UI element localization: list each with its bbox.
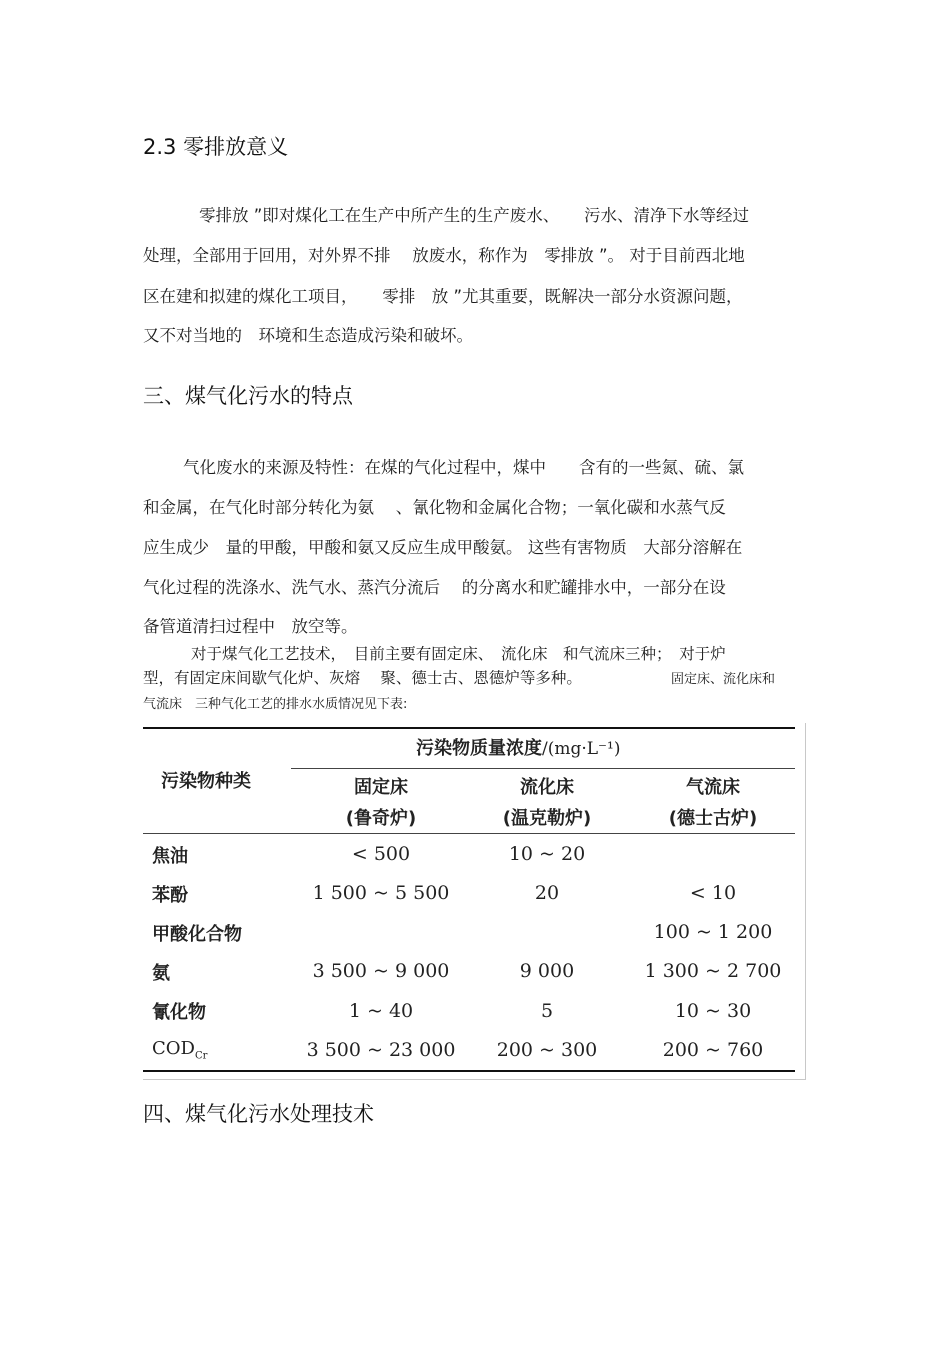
table-cell: 10 ~ 30 [674, 1000, 752, 1022]
paragraph-line: 处理，全部用于回用，对外界不排 放废水，称作为 零排放 ”。 对于目前西北地 [143, 246, 745, 265]
table-group-rule [291, 768, 795, 769]
table-cell: 200 ~ 300 [496, 1039, 598, 1061]
table-cell: 5 [540, 1000, 554, 1022]
table-cell: 3 500 ~ 9 000 [312, 960, 450, 982]
table-cell: < 500 [351, 843, 411, 865]
row-label: 氨 [152, 963, 170, 984]
column-header-name: 气流床 [686, 777, 740, 798]
table-cell: 1 500 ~ 5 500 [312, 882, 450, 904]
row-label-main: COD [152, 1038, 195, 1059]
section-heading-4: 四、煤气化污水处理技术 [143, 1102, 374, 1126]
table-cell: 3 500 ~ 23 000 [306, 1039, 456, 1061]
table-cell: 10 ~ 20 [508, 843, 586, 865]
paragraph-line: 备管道清扫过程中 放空等。 [143, 617, 358, 636]
table-cell: 200 ~ 760 [662, 1039, 764, 1061]
table-cell: 100 ~ 1 200 [653, 921, 773, 943]
column-header-name: 固定床 [354, 777, 408, 798]
column-header-sub: (鲁奇炉) [345, 808, 417, 829]
table-cell: 20 [534, 882, 560, 904]
paragraph-line: 应生成少 量的甲酸，甲酸和氨又反应生成甲酸氨。 这些有害物质 大部分溶解在 [143, 538, 743, 557]
table-cell: 1 ~ 40 [348, 1000, 414, 1022]
column-header-fluidized-bed [477, 773, 617, 830]
row-label-cod [152, 1038, 207, 1062]
row-label: 氰化物 [152, 1002, 206, 1023]
paragraph-line: 和金属，在气化时部分转化为氨 、氰化物和金属化合物；一氧化碳和水蒸气反 [143, 498, 726, 517]
pollutant-concentration-table [143, 723, 806, 1080]
paragraph-line: 气化废水的来源及特性：在煤的气化过程中，煤中 含有的一些氮、硫、氯 [183, 458, 744, 477]
table-bottom-rule [143, 1070, 795, 1072]
paragraph-line: 零排放 ”即对煤化工在生产中所产生的生产废水、 污水、清净下水等经过 [199, 206, 750, 225]
table-header-rule [143, 833, 795, 834]
paragraph-line-small: 固定床、流化床和 [671, 672, 776, 687]
column-header-fixed-bed [311, 773, 451, 830]
table-top-rule [143, 727, 795, 729]
row-label: 焦油 [152, 846, 188, 867]
table-cell: 1 300 ~ 2 700 [644, 960, 782, 982]
group-header-text: 污染物质量浓度 [416, 738, 542, 759]
column-header-sub: (德士古炉) [668, 808, 758, 829]
column-header-entrained-bed [643, 773, 783, 830]
section-heading-2-3: 2.3 零排放意义 [143, 135, 289, 159]
section-heading-3: 三、煤气化污水的特点 [143, 384, 353, 408]
paragraph-line: 型，有固定床间歇气化炉、灰熔 聚、德士古、恩德炉等多种。 [143, 669, 582, 687]
paragraph-line: 区在建和拟建的煤化工项目， 零排 放 ”尤其重要，既解决一部分水资源问题， [143, 287, 743, 306]
corner-header: 污染物种类 [161, 771, 251, 792]
row-label-sub: Cr [194, 1050, 208, 1062]
column-header-sub: (温克勒炉) [502, 808, 592, 829]
table-cell: 9 000 [519, 960, 575, 982]
row-label: 甲酸化合物 [152, 924, 242, 945]
row-label: 苯酚 [152, 885, 188, 906]
table-cell: < 10 [689, 882, 737, 904]
paragraph-line-small: 气流床 三种气化工艺的排水水质情况见下表: [143, 697, 408, 712]
paragraph-line: 气化过程的洗涤水、洗气水、蒸汽分流后 的分离水和贮罐排水中，一部分在设 [143, 578, 726, 597]
paragraph-line: 对于煤气化工艺技术， 目前主要有固定床、 流化床 和气流床三种； 对于炉 [191, 645, 726, 663]
paragraph-line: 又不对当地的 环境和生态造成污染和破坏。 [143, 326, 473, 345]
column-header-name: 流化床 [520, 777, 574, 798]
group-header-unit: /(mg·L⁻¹) [542, 739, 621, 759]
group-header [416, 734, 620, 760]
